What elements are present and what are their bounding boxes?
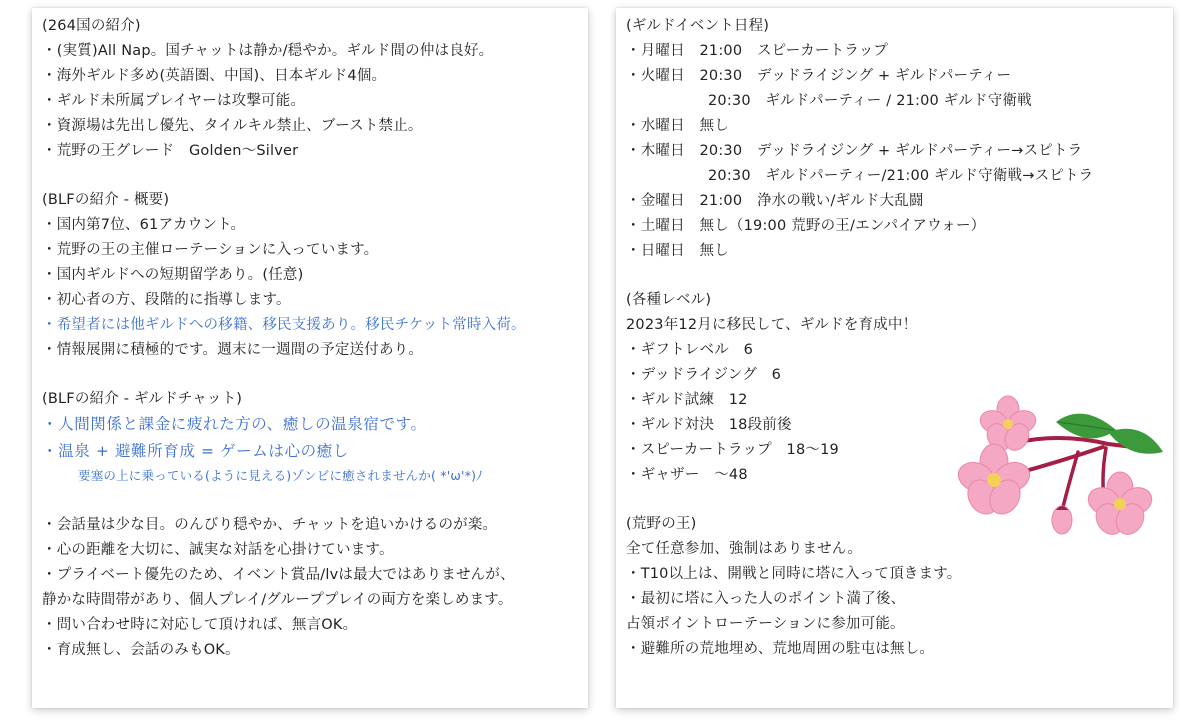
level-item: ・ギルド試練 12: [626, 392, 748, 408]
list-item: ・会話量は少な目。のんびり穏やか、チャットを追いかけるのが楽。: [42, 517, 498, 533]
schedule-row-tuesday: ・火曜日 20:30 デッドライジング + ギルドパーティー: [626, 68, 1012, 84]
list-item: ・国内第7位、61アカウント。: [42, 217, 246, 233]
level-item: ・ギフトレベル 6: [626, 342, 754, 358]
cherry-blossom-icon: [958, 392, 1164, 548]
section-heading-wasteland-king: (荒野の王): [626, 516, 697, 532]
schedule-row-friday: ・金曜日 21:00 浄水の戦い/ギルド大乱闘: [626, 193, 924, 209]
section-heading-levels: (各種レベル): [626, 292, 712, 308]
list-item: ・心の距離を大切に、誠実な対話を心掛けています。: [42, 542, 394, 558]
list-item-highlight: ・希望者には他ギルドへの移籍、移民支援あり。移民チケット常時入荷。: [42, 317, 526, 333]
level-item: ・ギャザー ～48: [626, 467, 748, 483]
list-item: ・育成無し、会話のみもOK。: [42, 642, 240, 658]
schedule-row-thursday-extra: 20:30 ギルドパーティー/21:00 ギルド守衛戦→スピトラ: [708, 168, 1094, 184]
list-item: ・荒野の王グレード Golden～Silver: [42, 143, 299, 159]
list-item-highlight: ・温泉 + 避難所育成 = ゲームは心の癒し: [42, 442, 349, 460]
schedule-row-thursday: ・木曜日 20:30 デッドライジング + ギルドパーティー→スピトラ: [626, 143, 1083, 159]
schedule-row-sunday: ・日曜日 無し: [626, 243, 729, 259]
schedule-row-wednesday: ・水曜日 無し: [626, 118, 729, 134]
schedule-row-tuesday-extra: 20:30 ギルドパーティー / 21:00 ギルド守衛戦: [708, 93, 1032, 109]
section-heading-guild-events: (ギルドイベント日程): [626, 18, 770, 34]
section-heading-country: (264国の紹介): [42, 18, 141, 34]
list-item: ・問い合わせ時に対応して頂ければ、無言OK。: [42, 617, 358, 633]
list-item: ・国内ギルドへの短期留学あり。(任意): [42, 267, 304, 283]
list-item: 静かな時間帯があり、個人プレイ/グループプレイの両方を楽しめます。: [42, 592, 513, 608]
schedule-row-monday: ・月曜日 21:00 スピーカートラップ: [626, 43, 889, 59]
list-item: ・荒野の王の主催ローテーションに入っています。: [42, 242, 379, 258]
list-item: ・初心者の方、段階的に指導します。: [42, 292, 291, 308]
list-item: ・T10以上は、開戦と同時に塔に入って頂きます。: [626, 566, 962, 582]
list-item: ・(実質)All Nap。国チャットは静か/穏やか。ギルド間の仲は良好。: [42, 43, 494, 59]
list-item: ・情報展開に積極的です。週末に一週間の予定送付あり。: [42, 342, 424, 358]
list-item: 占領ポイントローテーションに参加可能。: [626, 616, 905, 632]
list-item-highlight: ・人間関係と課金に疲れた方の、癒しの温泉宿です。: [42, 415, 427, 433]
level-item: ・デッドライジング 6: [626, 367, 782, 383]
level-item: ・ギルド対決 18段前後: [626, 417, 792, 433]
section-heading-blf-overview: (BLFの紹介 - 概要): [42, 192, 170, 208]
list-item: ・避難所の荒地埋め、荒地周囲の駐屯は無し。: [626, 641, 935, 657]
section-heading-blf-chat: (BLFの紹介 - ギルドチャット): [42, 391, 243, 407]
level-item: ・スピーカートラップ 18～19: [626, 442, 839, 458]
list-item-highlight: 要塞の上に乗っている(ように見える)ゾンビに癒されませんか( *'ω'*)ﾉ: [78, 468, 483, 483]
list-item: ・ギルド未所属プレイヤーは攻撃可能。: [42, 93, 306, 109]
list-item: ・資源場は先出し優先、タイルキル禁止、ブースト禁止。: [42, 118, 423, 134]
list-item: ・最初に塔に入った人のポイント満了後、: [626, 591, 906, 607]
list-item: ・プライベート優先のため、イベント賞品/lvは最大ではありませんが、: [42, 567, 515, 583]
levels-intro: 2023年12月に移民して、ギルドを育成中！: [626, 317, 918, 333]
list-item: 全て任意参加、強制はありません。: [626, 541, 863, 557]
schedule-row-saturday: ・土曜日 無し（19:00 荒野の王/エンパイアウォー）: [626, 218, 986, 234]
list-item: ・海外ギルド多め(英語圏、中国)、日本ギルド4個。: [42, 68, 387, 84]
